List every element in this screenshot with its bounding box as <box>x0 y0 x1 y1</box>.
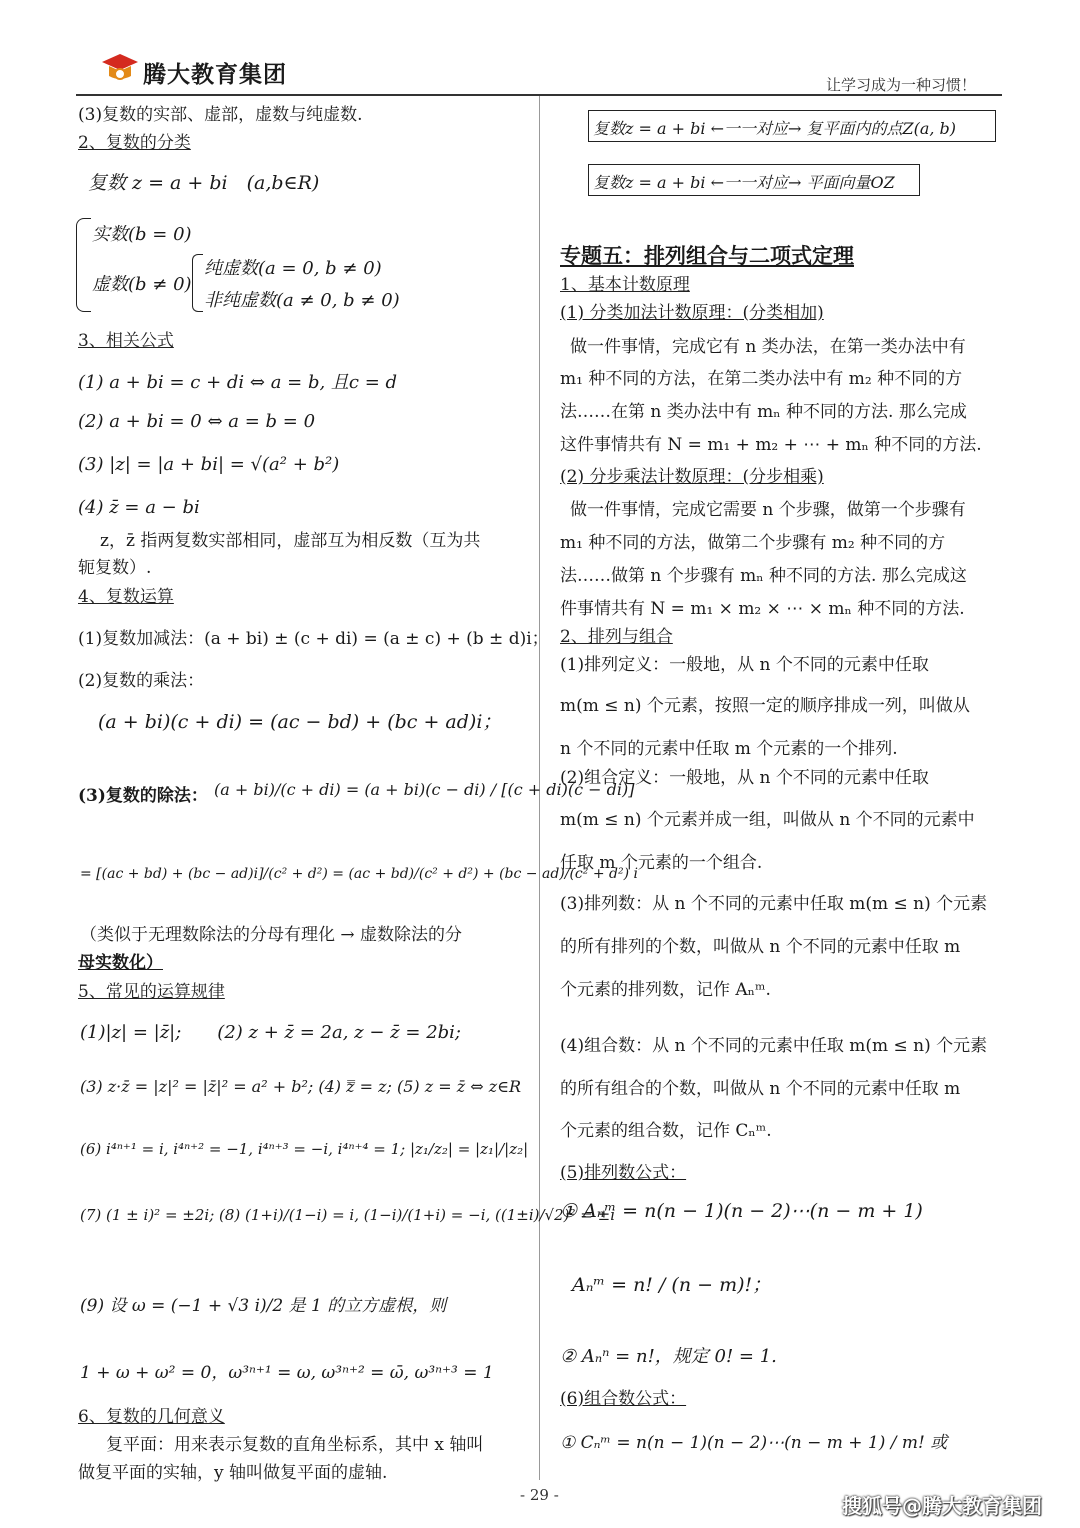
line: 件事情共有 N = m₁ × m₂ × ⋯ × mₙ 种不同的方法. <box>560 599 965 619</box>
line: m(m ≤ n) 个元素并成一组，叫做从 n 个不同的元素中 <box>560 810 975 830</box>
line: 做复平面的实轴，y 轴叫做复平面的虚轴. <box>78 1463 388 1483</box>
formula: (4) z̄ = a − bi <box>78 497 200 518</box>
formula: (1) a + bi = c + di ⇔ a = b, 且c = d <box>78 372 398 393</box>
classification-brace <box>192 254 203 312</box>
section-heading: 4、复数运算 <box>78 587 174 607</box>
line: (6)组合数公式： <box>560 1389 687 1409</box>
line: m₁ 种不同的方法，做第二个步骤有 m₂ 种不同的方 <box>560 533 946 553</box>
line: 轭复数）. <box>78 558 152 578</box>
formula: 复数 z = a + bi (a,b∈R) <box>88 172 320 194</box>
line: (1)排列定义：一般地，从 n 个不同的元素中任取 <box>560 655 929 675</box>
formula: 复数z = a + bi ←一一对应→ 复平面内的点Z(a, b) <box>593 119 957 138</box>
formula: (3) z·z̄ = |z|² = |z̄|² = a² + b²; (4) z̿ = z; (5) z = z̄ ⇔ z∈R <box>80 1077 522 1096</box>
formula: (6) i⁴ⁿ⁺¹ = i, i⁴ⁿ⁺² = −1, i⁴ⁿ⁺³ = −i, i⁴ⁿ⁺⁴ = 1; |z₁/z₂| = |z₁|/|z₂| <box>80 1140 529 1158</box>
formula: (9) 设 ω = (−1 + √3 i)/2 是 1 的立方虚根，则 <box>80 1296 447 1316</box>
page-number: - 29 - <box>520 1486 559 1504</box>
line: 做一件事情，完成它有 n 类办法，在第一类办法中有 <box>570 337 966 357</box>
formula: 1 + ω + ω² = 0，ω³ⁿ⁺¹ = ω, ω³ⁿ⁺² = ω̄, ω³ⁿ⁺³ = 1 <box>80 1363 494 1383</box>
line: (2)组合定义：一般地，从 n 个不同的元素中任取 <box>560 768 929 788</box>
line: 的所有排列的个数，叫做从 n 个不同的元素中任取 m <box>560 937 961 957</box>
section-heading: 2、排列与组合 <box>560 627 673 647</box>
section-heading: 6、复数的几何意义 <box>78 1407 225 1427</box>
section-heading: 3、相关公式 <box>78 331 174 351</box>
line: (3)复数的除法： <box>78 786 208 806</box>
line: 母实数化） <box>78 953 163 973</box>
topic-title: 专题五：排列组合与二项式定理 <box>560 243 854 268</box>
formula: (7) (1 ± i)² = ±2i; (8) (1+i)/(1−i) = i, (1−i)/(1+i) = −i, ((1±i)/√2)² = ±i <box>80 1206 615 1224</box>
line: 法……做第 n 个步骤有 mₙ 种不同的方法. 那么完成这 <box>560 566 967 586</box>
section-heading: 5、常见的运算规律 <box>78 982 225 1002</box>
header-motto: 让学习成为一种习惯！ <box>826 76 977 94</box>
line: m(m ≤ n) 个元素，按照一定的顺序排成一列，叫做从 <box>560 696 970 716</box>
graduation-cap-icon <box>100 52 140 86</box>
section-heading: 2、复数的分类 <box>78 133 191 153</box>
line: m₁ 种不同的方法，在第二类办法中有 m₂ 种不同的方 <box>560 369 963 389</box>
line: （类似于无理数除法的分母有理化 → 虚数除法的分 <box>80 925 463 945</box>
watermark: 搜狐号@腾大教育集团 <box>842 1494 1042 1518</box>
line: 的所有组合的个数，叫做从 n 个不同的元素中任取 m <box>560 1079 961 1099</box>
line: (1)复数加减法：(a + bi) ± (c + di) = (a ± c) + (b ± d)i； <box>78 629 549 649</box>
formula: (1)|z| = |z̄|; (2) z + z̄ = 2a, z − z̄ = 2bi; <box>80 1022 461 1043</box>
line: (1) 分类加法计数原理：(分类相加) <box>560 303 824 323</box>
line: 这件事情共有 N = m₁ + m₂ + ⋯ + mₙ 种不同的方法. <box>560 435 982 455</box>
classification-brace <box>76 218 91 312</box>
section-heading: 1、基本计数原理 <box>560 275 690 295</box>
formula: (a + bi)/(c + di) = (a + bi)(c − di) / [(c + di)(c − di)] <box>214 780 635 799</box>
line: 法……在第 n 类办法中有 mₙ 种不同的方法. 那么完成 <box>560 402 967 422</box>
line: (3)复数的实部、虚部，虚数与纯虚数. <box>78 105 363 125</box>
formula: 实数(b = 0) <box>92 224 192 245</box>
line: (5)排列数公式： <box>560 1163 687 1183</box>
formula: Aₙᵐ = n! / (n − m)!； <box>572 1274 772 1296</box>
line: n 个不同的元素中任取 m 个元素的一个排列. <box>560 739 898 759</box>
line: 任取 m 个元素的一个组合. <box>560 853 763 873</box>
formula: 复数z = a + bi ←一一对应→ 平面向量OZ <box>593 173 895 192</box>
formula: = [(ac + bd) + (bc − ad)i]/(c² + d²) = (ac + bd)/(c² + d²) + (bc − ad)/(c² + d²) i <box>80 866 638 882</box>
line: z，z̄ 指两复数实部相同，虚部互为相反数（互为共 <box>100 531 481 551</box>
brand-logo <box>100 52 140 86</box>
line: 个元素的组合数，记作 Cₙᵐ. <box>560 1121 772 1141</box>
formula: ① Cₙᵐ = n(n − 1)(n − 2)⋯(n − m + 1) / m! 或 <box>560 1433 948 1453</box>
line: (3)排列数：从 n 个不同的元素中任取 m(m ≤ n) 个元素 <box>560 894 988 914</box>
formula: 非纯虚数(a ≠ 0, b ≠ 0) <box>204 290 400 311</box>
line: (2) 分步乘法计数原理：(分步相乘) <box>560 467 824 487</box>
line: 个元素的排列数，记作 Aₙᵐ. <box>560 980 771 1000</box>
line: (2)复数的乘法： <box>78 671 205 691</box>
line: 复平面：用来表示复数的直角坐标系，其中 x 轴叫 <box>106 1435 484 1455</box>
formula: (a + bi)(c + di) = (ac − bd) + (bc + ad)i； <box>98 711 502 733</box>
formula: (2) a + bi = 0 ⇔ a = b = 0 <box>78 411 316 432</box>
line: 做一件事情，完成它需要 n 个步骤，做第一个步骤有 <box>570 500 966 520</box>
formula: 虚数(b ≠ 0) <box>92 274 192 295</box>
formula: (3) |z| = |a + bi| = √(a² + b²) <box>78 454 340 475</box>
formula: 纯虚数(a = 0, b ≠ 0) <box>204 258 382 279</box>
formula: ① Aₙᵐ = n(n − 1)(n − 2)⋯(n − m + 1) <box>560 1200 923 1222</box>
line: (4)组合数：从 n 个不同的元素中任取 m(m ≤ n) 个元素 <box>560 1036 988 1056</box>
brand-name: 腾大教育集团 <box>143 62 287 88</box>
formula: ② Aₙⁿ = n!，规定 0! = 1. <box>560 1346 777 1367</box>
